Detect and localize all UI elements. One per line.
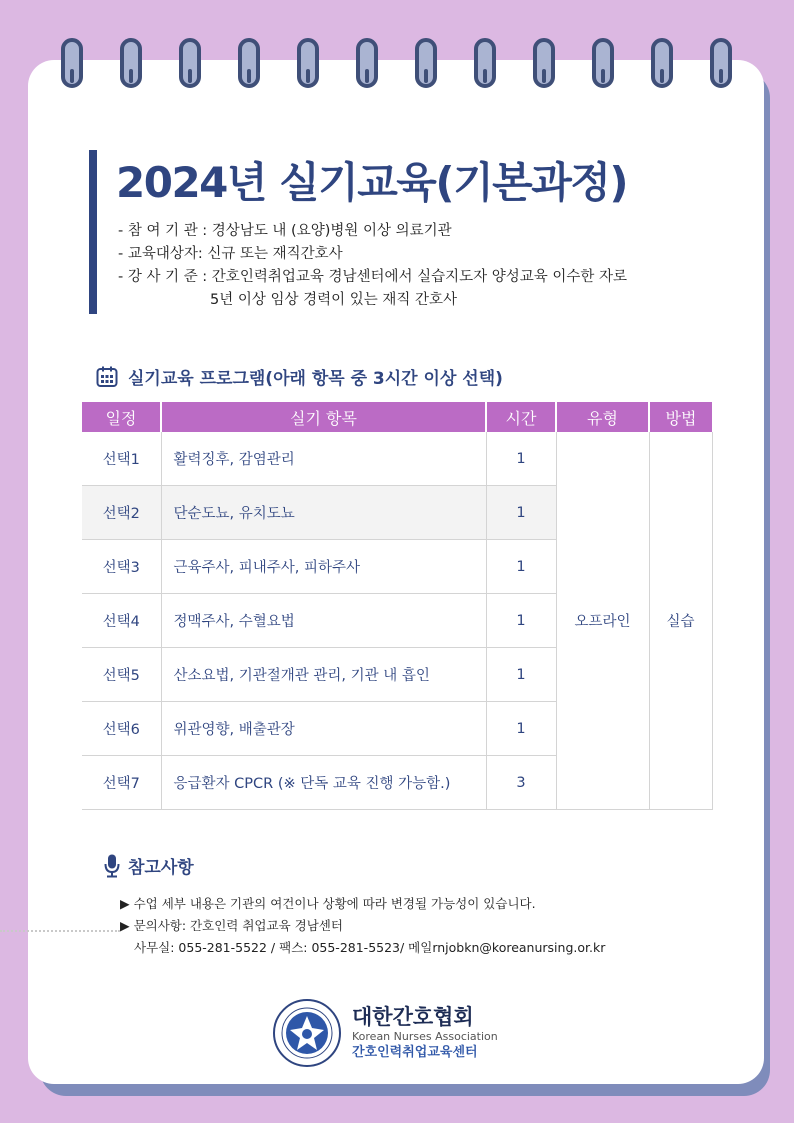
header-method: 방법 xyxy=(649,402,712,432)
center-name: 간호인력취업교육센터 xyxy=(352,1045,478,1060)
binder-ring-icon xyxy=(415,38,437,88)
association-logo xyxy=(272,998,498,1068)
binder-ring-icon xyxy=(474,38,496,88)
row-item: 단순도뇨, 유치도뇨 xyxy=(161,486,486,540)
notes-list xyxy=(120,893,605,959)
row-hours: 1 xyxy=(486,486,556,540)
row-hours: 1 xyxy=(486,702,556,756)
binder-ring-icon xyxy=(710,38,732,88)
header-item: 실기 항목 xyxy=(161,402,486,432)
row-item: 정맥주사, 수혈요법 xyxy=(161,594,486,648)
course-info xyxy=(118,220,718,312)
row-hours: 3 xyxy=(486,756,556,810)
notes-heading xyxy=(104,853,194,878)
row-schedule: 선택6 xyxy=(82,702,161,756)
program-table xyxy=(82,402,713,810)
binder-ring-icon xyxy=(651,38,673,88)
note-line: ▶ 수업 세부 내용은 기관의 여건이나 상황에 따라 변경될 가능성이 있습니다. xyxy=(120,896,536,911)
row-schedule: 선택2 xyxy=(82,486,161,540)
header-schedule: 일정 xyxy=(82,402,161,432)
row-schedule: 선택7 xyxy=(82,756,161,810)
title-accent-bar xyxy=(89,150,97,314)
row-item: 위관영향, 배출관장 xyxy=(161,702,486,756)
contact-line: 사무실: 055-281-5522 / 팩스: 055-281-5523/ 메일rnjobkn@koreanursing.or.kr xyxy=(134,940,606,955)
association-emblem-icon xyxy=(272,998,342,1068)
row-item: 산소요법, 기관절개관 관리, 기관 내 흡인 xyxy=(161,648,486,702)
row-hours: 1 xyxy=(486,648,556,702)
type-cell: 오프라인 xyxy=(556,432,649,810)
program-heading xyxy=(96,364,503,389)
info-target: - 교육대상자: 신규 또는 재직간호사 xyxy=(118,246,343,262)
association-name-korean: 대한간호협회 xyxy=(352,1005,474,1029)
binder-ring-icon xyxy=(120,38,142,88)
row-hours: 1 xyxy=(486,594,556,648)
row-schedule: 선택3 xyxy=(82,540,161,594)
table-row xyxy=(82,432,712,486)
binder-ring-icon xyxy=(592,38,614,88)
notes-heading-text: 참고사항 xyxy=(128,858,194,878)
row-schedule: 선택1 xyxy=(82,432,161,486)
binder-ring-icon xyxy=(179,38,201,88)
info-instructor-continued: 5년 이상 임상 경력이 있는 재직 간호사 xyxy=(210,292,457,308)
info-instructor: - 강 사 기 준 : 간호인력취업교육 경남센터에서 실습지도자 양성교육 이수한 자로 xyxy=(118,269,628,285)
program-heading-text: 실기교육 프로그램(아래 항목 중 3시간 이상 선택) xyxy=(128,369,503,389)
row-schedule: 선택4 xyxy=(82,594,161,648)
calendar-icon xyxy=(96,366,118,388)
table-header-row xyxy=(82,402,712,432)
row-item: 활력징후, 감염관리 xyxy=(161,432,486,486)
row-schedule: 선택5 xyxy=(82,648,161,702)
header-hours: 시간 xyxy=(486,402,556,432)
info-participants: - 참 여 기 관 : 경상남도 내 (요양)병원 이상 의료기관 xyxy=(118,223,452,239)
microphone-icon xyxy=(104,854,120,878)
binder-ring-icon xyxy=(238,38,260,88)
binder-ring-icon xyxy=(297,38,319,88)
binder-ring-icon xyxy=(61,38,83,88)
header-type: 유형 xyxy=(556,402,649,432)
binder-ring-icon xyxy=(356,38,378,88)
row-item: 근육주사, 피내주사, 피하주사 xyxy=(161,540,486,594)
method-cell: 실습 xyxy=(649,432,712,810)
page-title: 2024년 실기교육(기본과정) xyxy=(116,158,628,207)
row-item: 응급환자 CPCR (※ 단독 교육 진행 가능함.) xyxy=(161,756,486,810)
association-name-english: Korean Nurses Association xyxy=(352,1030,498,1043)
row-hours: 1 xyxy=(486,432,556,486)
row-hours: 1 xyxy=(486,540,556,594)
binder-ring-icon xyxy=(533,38,555,88)
note-line: ▶ 문의사항: 간호인력 취업교육 경남센터 xyxy=(120,918,343,933)
dotted-divider xyxy=(0,930,120,932)
